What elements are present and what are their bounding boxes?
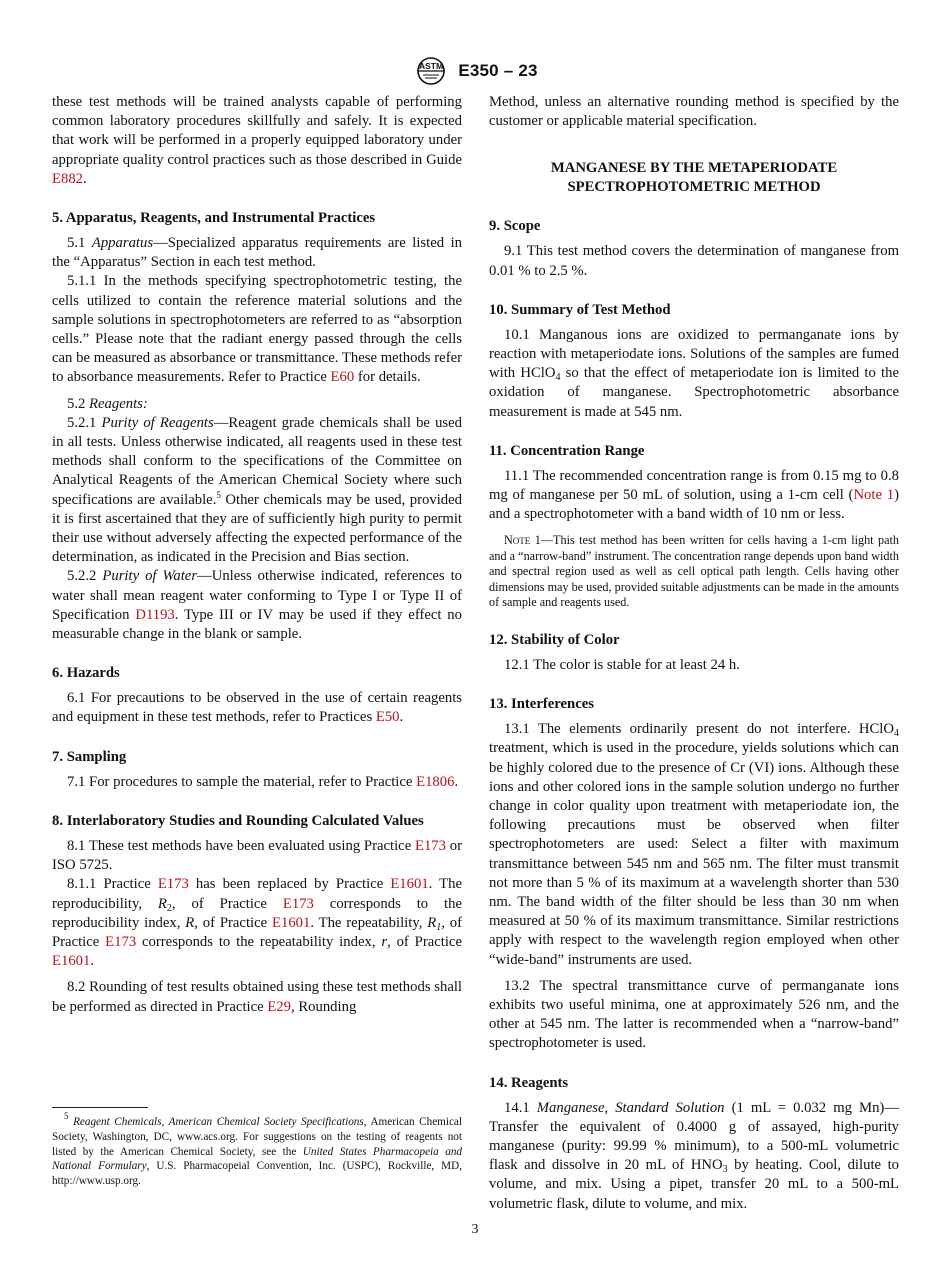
para-5-1-1: 5.1.1 In the methods specifying spectrophotometric testing, the cells utilized to contain the reference material solutions and the sample solutions in spectrophotometers are referred to as “absorption cells.” Please note that the radiant energy passed through the cells can be measured as absorbance or transmittance. These methods refer to absorbance measurements. Refer to Practice E60 for details. [52,273,462,386]
section-10-title: 10. Summary of Test Method [489,301,671,318]
ref-e882-link[interactable]: E882 [52,170,84,187]
ref-e173-link[interactable]: E173 [157,876,189,893]
para-8-1-1: 8.1.1 Practice E173 has been replaced by Practice E1601. The reproducibility, $R_2$, of Practice E173 corresponds to the reproducibility index, R, of Practice E1601. The repeatability, $R_1$, of Practice E173 corresponds to the repeatability index, r, of Practice E1601. [52,876,462,970]
astm-logo-icon [412,56,450,86]
ref-e173-link[interactable]: E173 [105,933,137,950]
intro-paragraph: these test methods will be trained analysts capable of performing common laboratory procedures skillfully and safely. It is expected that work will be performed in a properly equipped laboratory under appropriate quality control practices such as those described in Guide E882. [52,94,462,187]
section-5-title: 5. Apparatus, Reagents, and Instrumental Practices [52,210,376,227]
para-8-1: 8.1 These test methods have been evaluated using Practice E173 or ISO 5725. [52,837,462,874]
section-11-title: 11. Concentration Range [489,442,645,459]
standard-designation: E350 – 23 [458,61,538,80]
ref-e173-link[interactable]: E173 [414,837,446,854]
ref-e1601-link[interactable]: E1601 [272,914,311,931]
para-5-2-1: 5.2.1 Purity of Reagents—Reagent grade chemicals shall be used in all tests. Unless otherwise indicated, all reagents used in these test methods shall conform to the specifications of the Committee on Analytical Reagents of the American Chemical Society where such specifications are available.$^5$ Other chemicals may be used, provided it is first ascertained that they are of sufficiently high purity to permit their use without adversely affecting the expected performance of the determination, as indicated in the Precision and Bias section. [52,414,463,566]
para-12-1: 12.1 The color is stable for at least 24 h. [504,656,740,673]
logo-text: ASTM [419,61,444,71]
para-8-2: 8.2 Rounding of test results obtained using these test methods shall be performed as directed in Practice E29, Rounding [52,979,462,1015]
footnote-divider [52,1107,148,1108]
para-11-1: 11.1 The recommended concentration range is from 0.15 mg to 0.8 mg of manganese per 50 mL of solution, using a 1-cm cell (Note 1) and a spectrophotometer with a band width of 10 nm or less. [489,467,899,523]
para-6-1: 6.1 For precautions to be observed in the use of certain reagents and equipment in these test methods, refer to Practices E50. [52,690,462,726]
footnote-5: $^5$ Reagent Chemicals, American Chemical Society Specifications, American Chemical Society, Washington, DC, www.acs.org. For suggestions on the testing of reagents not listed by the American Chemical Society, see the United States Pharmacopeia and National Formulary, U.S. Pharmacopeial Convention, Inc. (USPC), Rockville, MD, http://www.usp.org. [52,1111,463,1188]
ref-e1601-link[interactable]: E1601 [390,876,429,893]
para-5-2-2: 5.2.2 Purity of Water—Unless otherwise indicated, references to water shall mean reagent water conforming to Type I or Type II of Specification D1193. Type III or IV may be used if they effect no measurable change in the blank or sample. [52,568,463,643]
method-title: MANGANESE BY THE METAPERIODATE SPECTROPHOTOMETRIC METHOD [550,160,838,196]
right-column [489,93,899,1214]
section-12-title: 12. Stability of Color [489,631,620,648]
ref-e50-link[interactable]: E50 [375,709,400,726]
ref-e29-link[interactable]: E29 [267,998,291,1015]
page-number: 3 [471,1222,479,1237]
para-13-2: 13.2 The spectral transmittance curve of permanganate ions exhibits two useful minima, one at approximately 526 nm, and the other at 545 nm. The latter is recommended when a “narrow-band” spectrophotometer is used. [489,977,899,1052]
para-14-1: 14.1 Manganese, Standard Solution (1 mL = 0.032 mg Mn)—Transfer the equivalent of 0.4000 g of assayed, high-purity manganese (purity: 99.99 % minimum), to a 500-mL volumetric flask and dissolve in 20 mL of $HNO_3$ by heating. Cool, dilute to volume, and mix. Using a pipet, transfer 20 mL to a 500-mL volumetric flask, dilute to volume, and mix. [489,1099,900,1212]
ref-note1-link[interactable]: Note 1 [853,487,895,504]
ref-e1601-link[interactable]: E1601 [52,953,91,970]
section-14-title: 14. Reagents [489,1074,569,1091]
section-7-title: 7. Sampling [52,748,127,765]
para-5-1: 5.1 Apparatus—Specialized apparatus requirements are listed in the “Apparatus” Section in each test method. [52,235,462,271]
ref-d1193-link[interactable]: D1193 [135,606,175,623]
section-6-title: 6. Hazards [52,665,120,682]
ref-e173-link[interactable]: E173 [282,895,314,912]
para-5-2: 5.2 Reagents: [67,395,148,412]
para-10-1: 10.1 Manganous ions are oxidized to permanganate ions by reaction with metaperiodate ions. Solutions of the samples are fumed with HClO$_4$ so that the effect of metaperiodate ion is limited to the oxidation of manganese. Spectrophotometric absorbance measurement is made at 545 nm. [489,326,900,420]
ref-e60-link[interactable]: E60 [330,369,355,386]
left-column [52,93,462,1017]
footnote-marker: 5 [216,489,221,500]
para-13-1: 13.1 The elements ordinarily present do not interfere. HClO$_4$ treatment, which is used in the procedure, yields solutions which can be highly colored due to the presence of Cr (VI) ions. Although these ions and other colored ions in the sample solution undergo no further change in color quality upon treatment with metaperiodate ion, the following precautions must be observed when filter spectrophotometers are used: Select a filter with maximum transmittance between 545 nm and 565 nm. The filter must transmit not more than 5 % of its maximum at a wavelength shorter than 530 nm. The band width of the filter should be less than 30 nm when measured at 50 % of its maximum transmittance. Similar restrictions apply with respect to the wavelength region employed when other “wide-band” instruments are used. [489,721,899,968]
section-9-title: 9. Scope [489,218,541,235]
section-8-title: 8. Interlaboratory Studies and Rounding Calculated Values [52,812,424,829]
para-8-2-cont: Method, unless an alternative rounding method is specified by the customer or applicable material specification. [489,94,899,130]
section-13-title: 13. Interferences [489,696,594,713]
para-9-1: 9.1 This test method covers the determination of manganese from 0.01 % to 2.5 %. [489,243,899,279]
para-7-1: 7.1 For procedures to sample the material, refer to Practice E1806. [67,773,459,790]
note-1: Note 1—This test method has been written for cells having a 1-cm light path and a “narrow-band” instrument. The concentration range depends upon band width and spectral region used as well as cell optical path length. Cells having other dimensions may be used, provided suitable adjustments can be made in the amounts of sample and reagents used. [489,533,899,610]
page-header [0,56,950,86]
ref-e1806-link[interactable]: E1806 [416,773,455,790]
